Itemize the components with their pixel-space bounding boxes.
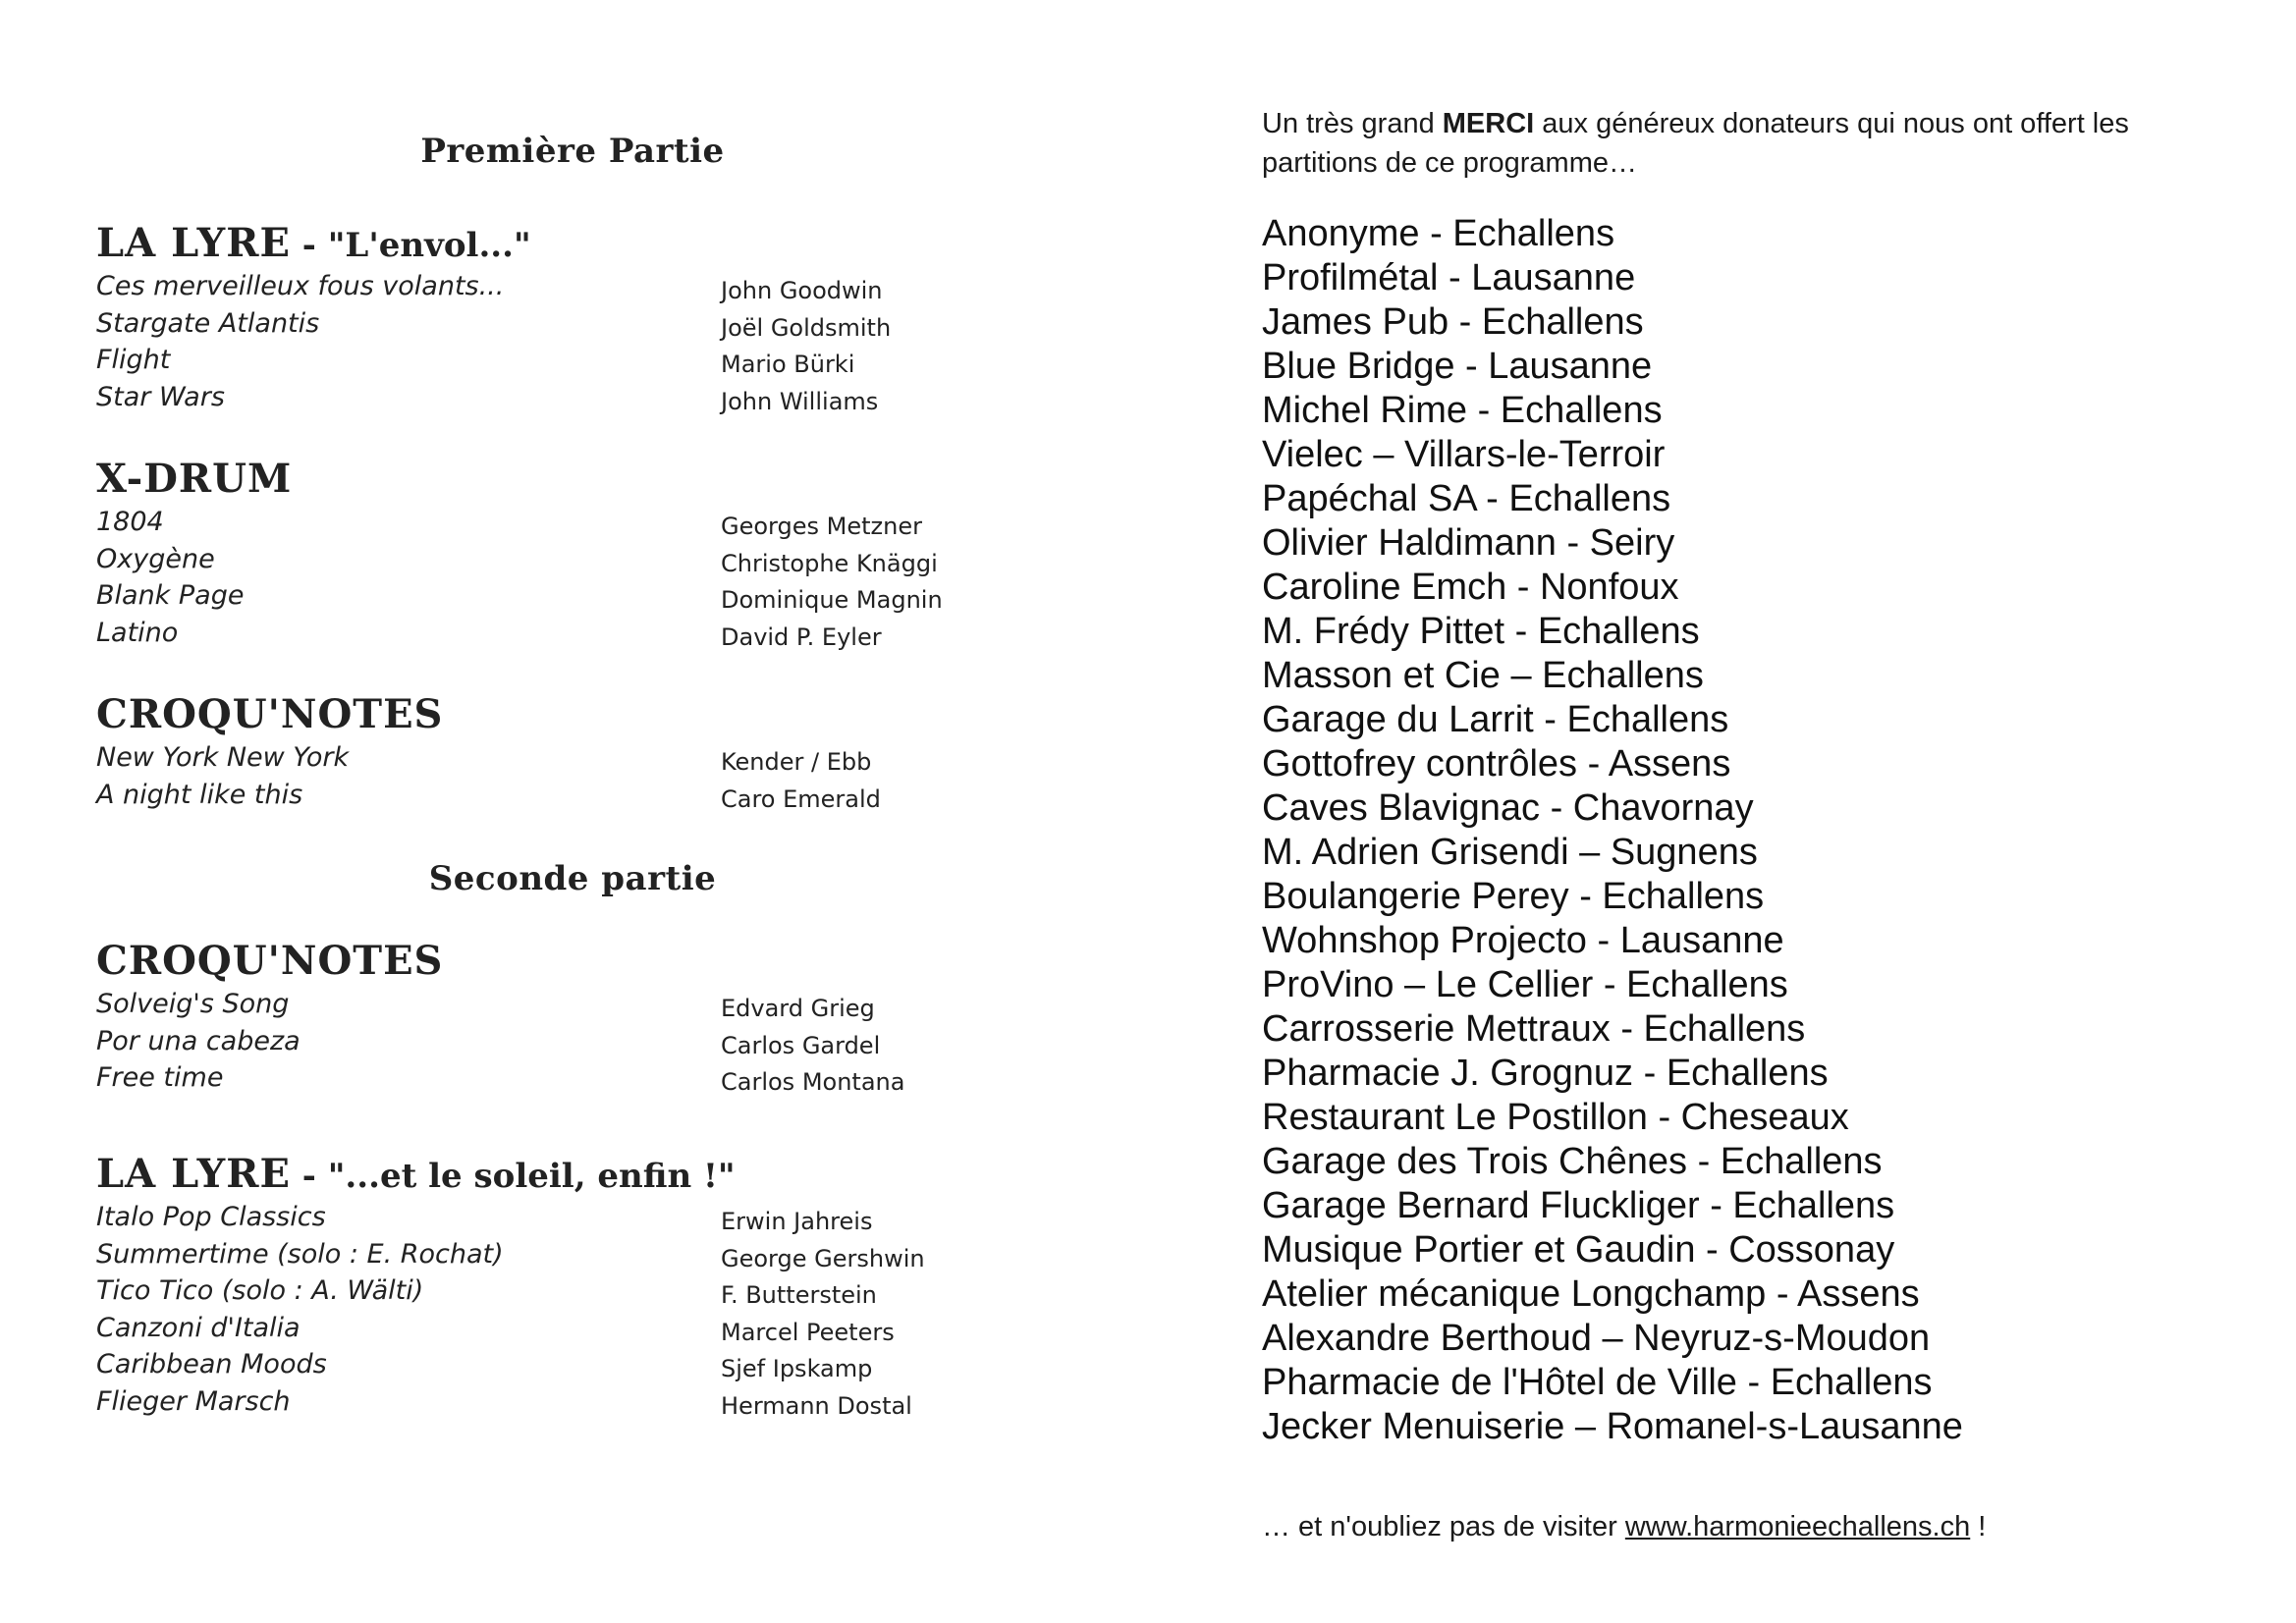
program-row	[96, 1311, 1078, 1348]
composer-name: Edvard Grieg	[721, 995, 875, 1022]
composer-name: Joël Goldsmith	[721, 313, 892, 342]
website-link[interactable]: www.harmonieechallens.ch	[1624, 1511, 1971, 1542]
donor-item: Blue Bridge - Lausanne	[1262, 346, 1653, 387]
composer-name: Erwin Jahreis	[721, 1208, 873, 1235]
composer-name: Christophe Knäggi	[721, 549, 938, 577]
band-name: X-DRUM	[96, 456, 293, 502]
intro-merci: MERCI	[1442, 108, 1535, 139]
piece-title: Flieger Marsch	[96, 1385, 291, 1417]
donor-item: Boulangerie Perey - Echallens	[1262, 876, 1765, 917]
composer-name: F. Butterstein	[721, 1281, 877, 1310]
donor-item: Carrosserie Mettraux - Echallens	[1262, 1008, 1806, 1050]
donor-item: Michel Rime - Echallens	[1262, 390, 1663, 431]
program-row	[96, 343, 1078, 380]
program-row	[96, 1273, 1078, 1311]
program-row	[96, 1237, 1078, 1274]
part-two-title: Seconde partie	[428, 859, 717, 898]
donor-item: Gottofrey contrôles - Assens	[1262, 743, 1731, 784]
band-name: LA LYRE	[96, 220, 291, 266]
composer-name: David P. Eyler	[721, 622, 882, 651]
footer-text: … et n'oubliez pas de visiter	[1262, 1511, 1625, 1542]
program-row	[96, 987, 1078, 1024]
donor-item: M. Adrien Grisendi – Sugnens	[1262, 832, 1758, 873]
piece-title: Caribbean Moods	[96, 1349, 327, 1380]
donor-item: M. Frédy Pittet - Echallens	[1262, 611, 1700, 652]
band-name: LA LYRE	[96, 1151, 291, 1197]
piece-title: Star Wars	[96, 381, 225, 412]
section-croqu-notes-2	[96, 938, 1078, 1098]
composer-name: Dominique Magnin	[721, 586, 943, 615]
donor-item: Caroline Emch - Nonfoux	[1262, 567, 1679, 608]
intro-text: aux généreux donateurs qui nous ont offert les partitions de ce programme…	[1262, 108, 2129, 179]
composer-name: Mario Bürki	[721, 351, 855, 379]
piece-title: Ces merveilleux fous volants...	[96, 271, 505, 301]
footer-note	[1262, 1507, 2244, 1546]
piece-title: Blank Page	[96, 580, 245, 612]
donor-item: Wohnshop Projecto - Lausanne	[1262, 920, 1784, 961]
piece-title: A night like this	[96, 779, 303, 810]
composer-name: Marcel Peeters	[721, 1318, 895, 1346]
intro-text: Un très grand	[1262, 108, 1443, 139]
section-heading	[96, 1151, 1078, 1200]
donor-item: Atelier mécanique Longchamp - Assens	[1262, 1273, 1920, 1315]
section-la-lyre-1	[96, 220, 1078, 416]
donor-item: Anonyme - Echallens	[1262, 213, 1615, 254]
donor-item: Restaurant Le Postillon - Cheseaux	[1262, 1097, 1849, 1138]
composer-name: Kender / Ebb	[721, 748, 872, 776]
piece-title: Por una cabeza	[96, 1025, 301, 1056]
piece-title: Canzoni d'Italia	[96, 1312, 301, 1343]
composer-name: Carlos Gardel	[721, 1031, 881, 1059]
composer-name: Carlos Montana	[721, 1068, 905, 1097]
donor-item: Musique Portier et Gaudin - Cossonay	[1262, 1229, 1895, 1271]
section-croqu-notes-1	[96, 691, 1078, 814]
donor-item: James Pub - Echallens	[1262, 301, 1644, 343]
program-row	[96, 740, 1078, 778]
program-row	[96, 380, 1078, 417]
section-heading	[96, 938, 1078, 987]
donor-item: Jecker Menuiserie – Romanel-s-Lausanne	[1262, 1406, 1963, 1447]
composer-name: George Gershwin	[721, 1244, 925, 1272]
donor-item: Pharmacie J. Grognuz - Echallens	[1262, 1053, 1829, 1094]
donor-item: Profilmétal - Lausanne	[1262, 257, 1636, 298]
donor-item: Caves Blavignac - Chavornay	[1262, 787, 1754, 829]
footer-text-end: !	[1970, 1511, 1987, 1542]
donor-item: Pharmacie de l'Hôtel de Ville - Echallens	[1262, 1362, 1933, 1403]
composer-name: John Williams	[721, 387, 879, 415]
section-subtitle: - "...et le soleil, enfin !"	[290, 1157, 736, 1196]
composer-name: John Goodwin	[721, 277, 883, 304]
program-row	[96, 1060, 1078, 1098]
donor-item: Alexandre Berthoud – Neyruz-s-Moudon	[1262, 1318, 1931, 1359]
donor-item: Garage Bernard Fluckliger - Echallens	[1262, 1185, 1895, 1226]
section-la-lyre-2	[96, 1151, 1078, 1422]
program-row	[96, 1384, 1078, 1422]
piece-title: Stargate Atlantis	[96, 307, 320, 339]
section-heading	[96, 456, 1078, 505]
piece-title: Tico Tico (solo : A. Wälti)	[96, 1275, 424, 1307]
composer-name: Sjef Ipskamp	[721, 1355, 873, 1383]
donor-item: Papéchal SA - Echallens	[1262, 478, 1671, 519]
program-row	[96, 269, 1078, 306]
piece-title: 1804	[96, 507, 164, 537]
band-name: CROQU'NOTES	[96, 691, 444, 737]
donor-item: Vielec – Villars-le-Terroir	[1262, 434, 1666, 475]
band-name: CROQU'NOTES	[96, 938, 444, 984]
program-row	[96, 505, 1078, 542]
piece-title: Latino	[96, 617, 179, 648]
section-subtitle: - "L'envol..."	[290, 226, 531, 265]
composer-name: Caro Emerald	[721, 784, 881, 813]
section-heading	[96, 691, 1078, 740]
section-heading	[96, 220, 1078, 269]
piece-title: Solveig's Song	[96, 989, 290, 1019]
donor-item: Masson et Cie – Echallens	[1262, 655, 1704, 696]
section-x-drum	[96, 456, 1078, 652]
program-row	[96, 1024, 1078, 1061]
piece-title: Free time	[96, 1062, 224, 1094]
program-row	[96, 1347, 1078, 1384]
program-row	[96, 616, 1078, 653]
thanks-intro	[1262, 104, 2224, 183]
program-row	[96, 306, 1078, 344]
piece-title: New York New York	[96, 742, 350, 773]
piece-title: Oxygène	[96, 543, 215, 574]
composer-name: Georges Metzner	[721, 513, 922, 540]
program-row	[96, 1200, 1078, 1237]
piece-title: Flight	[96, 345, 171, 376]
donor-item: Garage des Trois Chênes - Echallens	[1262, 1141, 1883, 1182]
program-row	[96, 578, 1078, 616]
composer-name: Hermann Dostal	[721, 1391, 912, 1420]
piece-title: Summertime (solo : E. Rochat)	[96, 1238, 504, 1270]
program-row	[96, 778, 1078, 815]
piece-title: Italo Pop Classics	[96, 1202, 326, 1232]
donor-item: ProVino – Le Cellier - Echallens	[1262, 964, 1788, 1005]
donor-item: Olivier Haldimann - Seiry	[1262, 522, 1675, 564]
donor-item: Garage du Larrit - Echallens	[1262, 699, 1729, 740]
donor-list	[1262, 212, 2244, 1449]
part-one-title: Première Partie	[420, 132, 725, 171]
program-row	[96, 542, 1078, 579]
